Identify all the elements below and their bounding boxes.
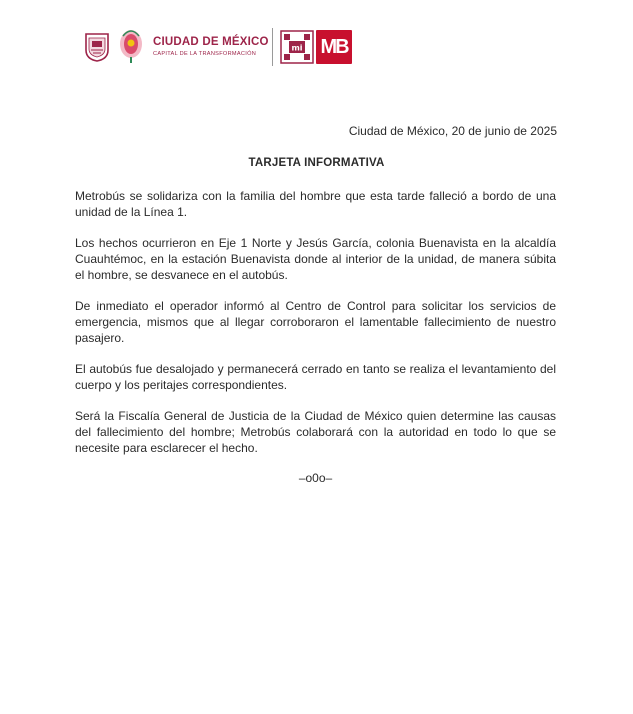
closing-mark: –o0o– — [298, 471, 333, 485]
org-title: CIUDAD DE MÉXICO — [153, 36, 269, 48]
paragraph: Será la Fiscalía General de Justicia de la Ciudad de México quien determine las causas del fallecimiento del hombre; Metrobús colaborará con la autoridad en todo lo que se necesite para esclarecer el hecho. — [75, 409, 556, 455]
mi-logo-icon — [280, 30, 314, 64]
metrobus-logo-icon: MB — [316, 30, 352, 64]
paragraph: De inmediato el operador informó al Centro de Control para solicitar los servicios de emergencia, mismos que al llegar corroboraron el lamentable fallecimiento de nuestro pasajero. — [75, 299, 556, 345]
letterhead — [80, 28, 360, 68]
date-line: Ciudad de México, 20 de junio de 2025 — [348, 124, 557, 138]
paragraph: El autobús fue desalojado y permanecerá cerrado en tanto se realiza el levantamiento del cuerpo y los peritajes correspondientes. — [75, 362, 556, 392]
org-subtitle: CAPITAL DE LA TRANSFORMACIÓN — [153, 51, 257, 57]
svg-text:mi: mi — [291, 43, 303, 53]
logo-divider — [272, 28, 273, 66]
paragraph: Los hechos ocurrieron en Eje 1 Norte y Jesús García, colonia Buenavista en la alcaldía Cuauhtémoc, en la estación Buenavista donde al interior de la unidad, de manera súbita el hombre, se desvanece en el autobús. — [75, 236, 556, 282]
document-title: TARJETA INFORMATIVA — [248, 157, 385, 169]
cdmx-crest-icon — [84, 32, 110, 62]
document-body — [75, 188, 556, 485]
paragraph: Metrobús se solidariza con la familia del hombre que esta tarde falleció a bordo de una unidad de la Línea 1. — [75, 189, 556, 219]
flower-emblem-icon — [118, 28, 144, 64]
